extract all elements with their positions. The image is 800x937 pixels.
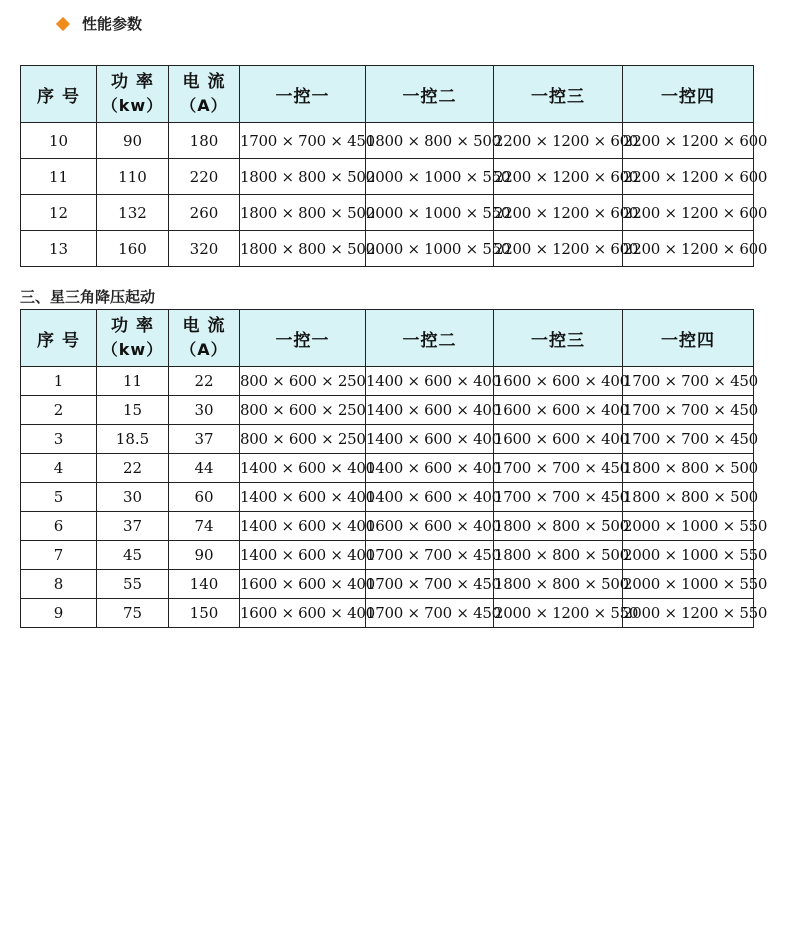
cell-c4: 2200 × 1200 × 600 (623, 231, 754, 267)
section-title (58, 13, 142, 34)
cell-power: 18.5 (97, 425, 169, 454)
cell-c4: 1700 × 700 × 450 (623, 367, 754, 396)
cell-c2: 1400 × 600 × 400 (366, 454, 494, 483)
cell-c1: 1600 × 600 × 400 (240, 570, 366, 599)
cell-c2: 1700 × 700 × 450 (366, 599, 494, 628)
table-row (21, 123, 754, 159)
cell-index: 2 (21, 396, 97, 425)
cell-c3: 2200 × 1200 × 600 (494, 195, 623, 231)
cell-c4: 2200 × 1200 × 600 (623, 123, 754, 159)
header-power: 功 率 （kw） (97, 310, 169, 367)
cell-current: 150 (169, 599, 240, 628)
cell-c2: 2000 × 1000 × 550 (366, 159, 494, 195)
cell-index: 9 (21, 599, 97, 628)
header-one-control-four: 一控四 (623, 66, 754, 123)
header-one-control-two: 一控二 (366, 310, 494, 367)
cell-power: 45 (97, 541, 169, 570)
cell-c2: 1700 × 700 × 450 (366, 570, 494, 599)
cell-c1: 1700 × 700 × 450 (240, 123, 366, 159)
cell-c3: 1600 × 600 × 400 (494, 425, 623, 454)
cell-current: 22 (169, 367, 240, 396)
cell-c3: 1800 × 800 × 500 (494, 512, 623, 541)
table-row (21, 599, 754, 628)
cell-power: 22 (97, 454, 169, 483)
cell-c4: 2000 × 1000 × 550 (623, 570, 754, 599)
cell-index: 3 (21, 425, 97, 454)
cell-c2: 1600 × 600 × 400 (366, 512, 494, 541)
cell-c4: 2200 × 1200 × 600 (623, 195, 754, 231)
cell-c1: 1800 × 800 × 500 (240, 195, 366, 231)
cell-c4: 1800 × 800 × 500 (623, 483, 754, 512)
cell-c4: 2200 × 1200 × 600 (623, 159, 754, 195)
cell-index: 10 (21, 123, 97, 159)
cell-power: 132 (97, 195, 169, 231)
cell-current: 60 (169, 483, 240, 512)
cell-current: 180 (169, 123, 240, 159)
spec-table-2 (20, 309, 768, 628)
cell-power: 30 (97, 483, 169, 512)
cell-index: 1 (21, 367, 97, 396)
table-row (21, 512, 754, 541)
cell-current: 90 (169, 541, 240, 570)
cell-c4: 1700 × 700 × 450 (623, 425, 754, 454)
cell-c1: 800 × 600 × 250 (240, 396, 366, 425)
cell-current: 30 (169, 396, 240, 425)
cell-current: 320 (169, 231, 240, 267)
cell-c3: 1800 × 800 × 500 (494, 570, 623, 599)
cell-c4: 2000 × 1000 × 550 (623, 541, 754, 570)
cell-c2: 1400 × 600 × 400 (366, 425, 494, 454)
cell-c3: 2000 × 1200 × 550 (494, 599, 623, 628)
cell-c2: 1400 × 600 × 400 (366, 396, 494, 425)
cell-current: 220 (169, 159, 240, 195)
cell-current: 44 (169, 454, 240, 483)
cell-c2: 1400 × 600 × 400 (366, 483, 494, 512)
cell-c3: 2200 × 1200 × 600 (494, 123, 623, 159)
section-title-text: 性能参数 (82, 15, 143, 33)
table-row (21, 454, 754, 483)
cell-c1: 1800 × 800 × 500 (240, 159, 366, 195)
cell-current: 74 (169, 512, 240, 541)
cell-current: 37 (169, 425, 240, 454)
cell-index: 7 (21, 541, 97, 570)
diamond-bullet-icon (56, 16, 70, 30)
cell-c1: 1600 × 600 × 400 (240, 599, 366, 628)
cell-c2: 1700 × 700 × 450 (366, 541, 494, 570)
table-row (21, 541, 754, 570)
cell-c4: 1700 × 700 × 450 (623, 396, 754, 425)
cell-c2: 2000 × 1000 × 550 (366, 231, 494, 267)
cell-power: 110 (97, 159, 169, 195)
cell-c1: 1400 × 600 × 400 (240, 541, 366, 570)
header-current: 电 流 （A） (169, 66, 240, 123)
star-delta-heading: 三、星三角降压起动 (20, 288, 156, 306)
cell-c3: 1600 × 600 × 400 (494, 367, 623, 396)
cell-c3: 2200 × 1200 × 600 (494, 231, 623, 267)
cell-c1: 1400 × 600 × 400 (240, 483, 366, 512)
cell-c2: 1800 × 800 × 500 (366, 123, 494, 159)
table-header-row (21, 66, 754, 123)
cell-c1: 1800 × 800 × 500 (240, 231, 366, 267)
cell-c3: 2200 × 1200 × 600 (494, 159, 623, 195)
header-index: 序 号 (21, 66, 97, 123)
cell-power: 37 (97, 512, 169, 541)
table-header-row (21, 310, 754, 367)
header-power: 功 率 （kw） (97, 66, 169, 123)
table-row (21, 159, 754, 195)
cell-index: 5 (21, 483, 97, 512)
table-row (21, 231, 754, 267)
cell-c4: 1800 × 800 × 500 (623, 454, 754, 483)
cell-power: 15 (97, 396, 169, 425)
cell-index: 4 (21, 454, 97, 483)
table-row (21, 195, 754, 231)
cell-c3: 1700 × 700 × 450 (494, 483, 623, 512)
table-row (21, 396, 754, 425)
cell-c3: 1600 × 600 × 400 (494, 396, 623, 425)
cell-current: 140 (169, 570, 240, 599)
header-one-control-three: 一控三 (494, 310, 623, 367)
table-row (21, 570, 754, 599)
header-index: 序 号 (21, 310, 97, 367)
header-one-control-two: 一控二 (366, 66, 494, 123)
cell-current: 260 (169, 195, 240, 231)
cell-c3: 1700 × 700 × 450 (494, 454, 623, 483)
cell-c1: 800 × 600 × 250 (240, 425, 366, 454)
cell-index: 6 (21, 512, 97, 541)
cell-index: 13 (21, 231, 97, 267)
cell-power: 75 (97, 599, 169, 628)
cell-c4: 2000 × 1000 × 550 (623, 512, 754, 541)
cell-power: 55 (97, 570, 169, 599)
cell-c1: 800 × 600 × 250 (240, 367, 366, 396)
cell-c2: 1400 × 600 × 400 (366, 367, 494, 396)
header-one-control-three: 一控三 (494, 66, 623, 123)
header-current: 电 流 （A） (169, 310, 240, 367)
header-one-control-one: 一控一 (240, 66, 366, 123)
cell-index: 12 (21, 195, 97, 231)
cell-c1: 1400 × 600 × 400 (240, 454, 366, 483)
cell-c1: 1400 × 600 × 400 (240, 512, 366, 541)
cell-power: 90 (97, 123, 169, 159)
spec-table-1 (20, 65, 768, 267)
header-one-control-one: 一控一 (240, 310, 366, 367)
cell-c4: 2000 × 1200 × 550 (623, 599, 754, 628)
table-row (21, 483, 754, 512)
header-one-control-four: 一控四 (623, 310, 754, 367)
table-row (21, 367, 754, 396)
cell-c3: 1800 × 800 × 500 (494, 541, 623, 570)
cell-power: 11 (97, 367, 169, 396)
cell-index: 11 (21, 159, 97, 195)
cell-index: 8 (21, 570, 97, 599)
cell-power: 160 (97, 231, 169, 267)
cell-c2: 2000 × 1000 × 550 (366, 195, 494, 231)
table-row (21, 425, 754, 454)
